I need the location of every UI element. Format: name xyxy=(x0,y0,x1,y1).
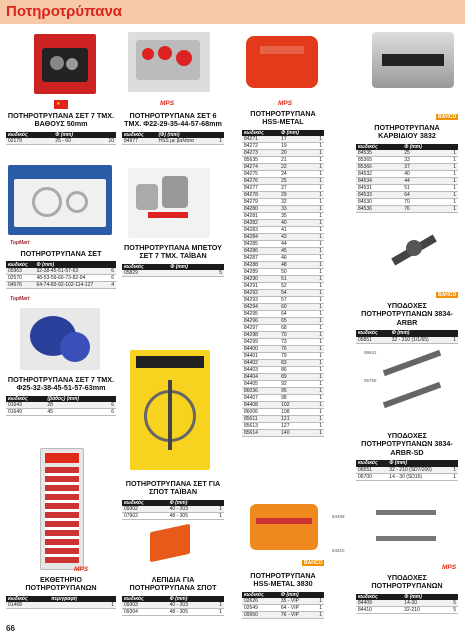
product-title: ΠΟΤΗΡΟΤΡΥΠΑΝΑ ΣΕΤ 7 ΤΜΧ. Φ25-32-38-45-51-57-63mm xyxy=(7,375,115,393)
table-row: 02649 64 - VIP 1 xyxy=(244,605,322,612)
table-row: 84277 27 1 xyxy=(244,185,322,192)
table-row: 84292 54 1 xyxy=(244,290,322,297)
arbor-sd-photo xyxy=(374,346,454,416)
image-caption: 05755 xyxy=(364,378,377,383)
product-title: ΠΟΤΗΡΟΤΡΥΠΑΝΑ ΚΑΡΒΙΔΙΟΥ 3832 xyxy=(374,123,440,141)
table-row: 86006 108 1 xyxy=(244,409,322,416)
brand-logo: TopMart xyxy=(10,296,30,302)
table-row: 84287 46 1 xyxy=(244,255,322,262)
table-row: 84410 32-210 5 xyxy=(358,607,456,614)
table-row: 84284 43 1 xyxy=(244,234,322,241)
product-table: κωδικός Φ (mm) 84409 14-30 5 84410 32-210 5 xyxy=(358,594,456,614)
table-row: 84530 70 1 xyxy=(358,199,456,206)
bahco-logo: BAHCO xyxy=(438,114,457,120)
product-table: κωδικός Φ (mm) 02179 25 - 60 10 xyxy=(8,132,114,145)
product-title: ΠΟΤΗΡΟΤΡΥΠΑΝΑ ΣΕΤ 7 ΤΜΧ. ΒΑΘΟΥΣ 50mm xyxy=(7,111,115,129)
table-row: 02179 25 - 60 10 xyxy=(8,138,114,145)
image-caption: 06641 xyxy=(364,350,377,355)
table-row: 84408 102 1 xyxy=(244,402,322,409)
arbor-photo xyxy=(384,226,444,274)
table-row: 84271 17 1 xyxy=(244,136,322,143)
product-title: ΥΠΟΔΟΧΕΣ ΠΟΤΗΡΟΤΡΥΠΑΝΩΝ xyxy=(371,573,443,591)
table-row: 84278 29 1 xyxy=(244,192,322,199)
drill-set-case-photo xyxy=(128,32,210,92)
table-row: 86036 95 1 xyxy=(244,388,322,395)
drill-set-case-photo xyxy=(34,34,96,94)
product-table: κωδικός Φ (mm) 05963 32-38-45-51-57-63 6 02570 48-53-59-66-73-82-94 6 04576 64-74-83-92-102-114-127 4 xyxy=(8,261,114,288)
table-row: 84295 64 1 xyxy=(244,311,322,318)
table-row: 84276 25 1 xyxy=(244,178,322,185)
hss-metal-holesaw-photo xyxy=(240,28,324,94)
table-row: 84405 92 1 xyxy=(244,381,322,388)
hss-metal-3830-photo xyxy=(246,500,324,554)
drill-set-card-photo xyxy=(20,308,100,370)
table-row: 84409 14-30 5 xyxy=(358,600,456,607)
table-row: 84298 70 1 xyxy=(244,332,322,339)
table-row: 84402 83 1 xyxy=(244,360,322,367)
table-row: 84279 32 1 xyxy=(244,199,322,206)
product-title: ΠΟΤΗΡΟΤΡΥΠΑΝΑ HSS-METAL xyxy=(250,109,316,127)
table-row: 06551 32 - 210 (SD7/200) 1 xyxy=(358,466,456,473)
table-row: 84280 33 1 xyxy=(244,206,322,213)
concrete-drill-set-photo xyxy=(128,168,210,238)
table-row: 05851 32 - 210 (1/1/65) 1 xyxy=(358,336,456,343)
table-row: 84273 20 1 xyxy=(244,150,322,157)
table-row: 85613 127 1 xyxy=(244,423,322,430)
bahco-logo: BAHCO xyxy=(438,292,457,298)
product-title: ΥΠΟΔΟΧΕΣ ΠΟΤΗΡΟΤΡΥΠΑΝΩΝ 3834-ARBR xyxy=(361,301,453,327)
table-row: 84536 76 1 xyxy=(358,206,456,213)
product-table: κωδικός Φ (mm) 06551 32 - 210 (SD7/200) 1 06700 14 - 30 (SD16) 1 xyxy=(358,460,456,480)
bahco-logo: BAHCO xyxy=(304,560,323,566)
table-row: 01649 45 6 xyxy=(8,409,114,416)
china-flag-icon: ★ xyxy=(54,100,68,109)
table-row: 09303 40 - 203 1 xyxy=(124,602,222,609)
brand-logo: TopMart xyxy=(10,240,30,246)
product-table: κωδικός Φ (mm) 84535 25 1 85365 33 1 85366 37 1 84532 40 1 84534 44 1 84531 51 1 84533 64 1 84530 70 1 84536 76 1 xyxy=(358,144,456,213)
product-table: κωδικός περιγραφή 01468 1 xyxy=(8,596,114,609)
page-header xyxy=(0,0,465,24)
page-number: 66 xyxy=(6,624,15,633)
product-title: ΠΟΤΗΡΟΤΡΥΠΑΝΑ ΜΠΕΤΟΥ ΣΕΤ 7 ΤΜΧ. ΤΑΪΒΑΝ xyxy=(124,243,222,261)
table-row: 84286 45 1 xyxy=(244,248,322,255)
table-row: 05829 5 xyxy=(124,270,222,277)
table-row: 84296 65 1 xyxy=(244,318,322,325)
table-row: 09302 40 - 203 1 xyxy=(124,506,222,513)
table-row: 06700 14 - 30 (SD16) 1 xyxy=(358,473,456,480)
table-row: 84289 50 1 xyxy=(244,269,322,276)
display-stand-photo xyxy=(40,448,84,570)
carbide-holesaw-photo xyxy=(372,32,454,88)
product-title: ΠΟΤΗΡΟΤΡΥΠΑΝΑ ΣΕΤ 6 ΤΜΧ. Φ22-29-35-44-57-68mm xyxy=(124,111,222,129)
table-row: 84977 HSS με βαλίτσα 1 xyxy=(124,138,222,145)
product-title: ΕΚΘΕΤΗΡΙΟ ΠΟΤΗΡΟΤΡΥΠΑΝΩΝ xyxy=(25,575,97,593)
mps-logo: MPS xyxy=(74,566,89,573)
product-title: ΠΟΤΗΡΟΤΡΥΠΑΝΑ HSS-METAL 3830 xyxy=(250,571,316,589)
product-table: κωδικός (Φ) (mm) 84977 HSS με βαλίτσα 1 xyxy=(124,132,222,145)
table-row: 84293 57 1 xyxy=(244,297,322,304)
table-row: 84275 24 1 xyxy=(244,171,322,178)
table-row: 85614 140 1 xyxy=(244,430,322,437)
product-table: κωδικός Φ (mm) 02626 35 - VIP 1 02649 64 - VIP 1 09950 76 - VIP 1 xyxy=(244,592,322,619)
table-row: 84282 40 1 xyxy=(244,220,322,227)
table-row: 07902 48 - 305 1 xyxy=(124,513,222,520)
image-caption: 84410 xyxy=(332,548,345,553)
table-row: 02626 35 - VIP 1 xyxy=(244,598,322,605)
product-title: ΠΟΤΗΡΟΤΡΥΠΑΝΑ ΣΕΤ xyxy=(20,249,102,258)
table-row: 04576 64-74-83-92-102-114-127 4 xyxy=(8,281,114,288)
table-row: 84404 89 1 xyxy=(244,374,322,381)
table-row: 85366 37 1 xyxy=(358,164,456,171)
drill-set-box-photo xyxy=(8,165,112,235)
page-title: Ποτηροτρύπανα xyxy=(6,3,123,20)
table-row: 09304 48 - 305 1 xyxy=(124,609,222,616)
table-row: 84532 40 1 xyxy=(358,171,456,178)
spot-drill-set-photo xyxy=(130,350,210,470)
table-row: 84401 79 1 xyxy=(244,353,322,360)
table-row: 84535 25 1 xyxy=(358,150,456,157)
table-row: 84403 86 1 xyxy=(244,367,322,374)
table-row: 84285 44 1 xyxy=(244,241,322,248)
product-table: κωδικός Φ (mm) 84271 17 1 84272 19 1 84273 20 1 85635 21 1 84274 22 1 84275 24 1 84276 25 1 84277 27 1 84278 29 1 84279 32 1 84280 33 1 84281 35 1 84282 40 1 84283 41 1 84284 43 1 84285 44 1 84286 45 1 84287 46 1 84288 48 1 84289 50 1 84290 51 1 84291 52 1 84292 54 1 84293 57 1 84294 60 1 84295 64 1 84296 65 1 84297 68 1 84298 70 1 84299 73 1 84400 76 1 84401 79 1 84402 83 1 84403 86 1 84404 89 1 84405 92 1 86036 95 1 84407 98 1 84408 102 1 86006 108 1 85611 121 1 85613 127 1 85614 140 1 xyxy=(244,130,322,437)
product-table: κωδικός Φ (mm) 09302 40 - 203 1 07902 48 - 305 1 xyxy=(124,500,222,520)
table-row: 84400 76 1 xyxy=(244,346,322,353)
table-row: 84281 35 1 xyxy=(244,213,322,220)
mps-logo: MPS xyxy=(278,100,293,107)
product-table: κωδικός Φ (mm) 09303 40 - 203 1 09304 48 - 305 1 xyxy=(124,596,222,616)
table-row: 84274 22 1 xyxy=(244,164,322,171)
table-row: 84283 41 1 xyxy=(244,227,322,234)
product-title: ΥΠΟΔΟΧΕΣ ΠΟΤΗΡΟΤΡΥΠΑΝΩΝ 3834-ARBR-SD xyxy=(361,431,453,457)
image-caption: 84408 xyxy=(332,514,345,519)
table-row: 05963 32-38-45-51-57-63 6 xyxy=(8,267,114,274)
mps-arbor-photo xyxy=(336,500,456,556)
table-row: 01643 28 6 xyxy=(8,402,114,409)
table-row: 84533 64 1 xyxy=(358,192,456,199)
table-row: 84534 44 1 xyxy=(358,178,456,185)
table-row: 85635 21 1 xyxy=(244,157,322,164)
product-table: κωδικός Φ (mm) 05829 5 xyxy=(124,264,222,277)
product-table: κωδικός (βάθος) (mm) 01643 28 6 01649 45 6 xyxy=(8,396,114,416)
product-table: κωδικός Φ (mm) 05851 32 - 210 (1/1/65) 1 xyxy=(358,330,456,343)
spot-blade-photo xyxy=(150,524,190,563)
mps-logo: MPS xyxy=(442,564,457,571)
table-row: 84288 48 1 xyxy=(244,262,322,269)
table-row: 09950 76 - VIP 1 xyxy=(244,612,322,619)
mps-logo: MPS xyxy=(160,100,175,107)
table-row: 02570 48-53-59-66-73-82-94 6 xyxy=(8,274,114,281)
table-row: 84272 19 1 xyxy=(244,143,322,150)
product-title: ΛΕΠΙΔΙΑ ΓΙΑ ΠΟΤΗΡΟΤΡΥΠΑΝΑ ΣΠΟΤ xyxy=(129,575,217,593)
table-row: 84291 52 1 xyxy=(244,283,322,290)
table-row: 85611 121 1 xyxy=(244,416,322,423)
table-row: 84294 60 1 xyxy=(244,304,322,311)
table-row: 84531 51 1 xyxy=(358,185,456,192)
table-row: 85365 33 1 xyxy=(358,157,456,164)
table-row: 84297 68 1 xyxy=(244,325,322,332)
table-row: 84299 73 1 xyxy=(244,339,322,346)
table-row: 84290 51 1 xyxy=(244,276,322,283)
table-row: 84407 98 1 xyxy=(244,395,322,402)
table-row: 01468 1 xyxy=(8,602,114,609)
product-title: ΠΟΤΗΡΟΤΡΥΠΑΝΑ ΣΕΤ ΓΙΑ ΣΠΟΤ ΤΑΪΒΑΝ xyxy=(125,479,221,497)
